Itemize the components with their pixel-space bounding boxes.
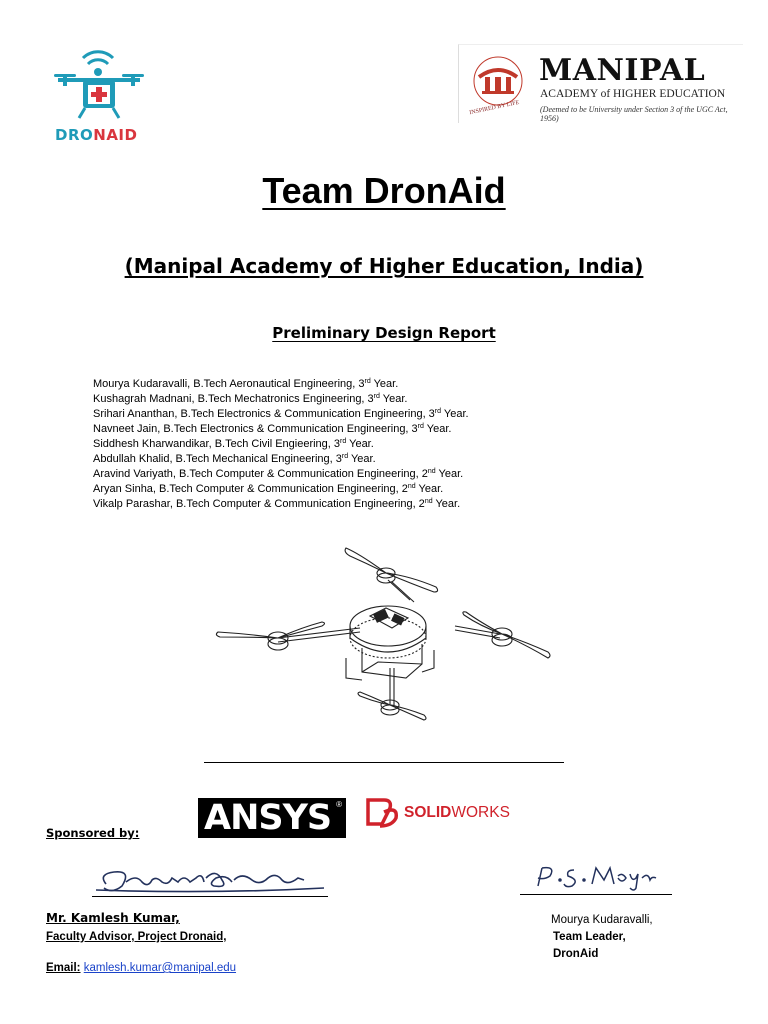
team-member-item: Aravind Variyath, B.Tech Computer & Communication Engineering, 2nd Year. bbox=[93, 468, 464, 480]
report-type: Preliminary Design Report bbox=[272, 324, 496, 342]
solidworks-logo bbox=[362, 794, 530, 830]
manipal-motto: INSPIRED BY LIFE bbox=[468, 99, 520, 117]
team-member-item: Abdullah Khalid, B.Tech Mechanical Engineering, 3rd Year. bbox=[93, 453, 376, 465]
advisor-email-row bbox=[46, 962, 236, 974]
drone-drawing bbox=[210, 540, 570, 730]
leader-signature-line bbox=[520, 894, 672, 895]
page-title: Team DronAid bbox=[262, 170, 506, 211]
manipal-logo bbox=[458, 44, 743, 123]
team-member-item: Aryan Sinha, B.Tech Computer & Communication Engineering, 2nd Year. bbox=[93, 483, 444, 495]
advisor-role: Faculty Advisor, Project Dronaid, bbox=[46, 931, 227, 943]
manipal-emblem-icon bbox=[467, 55, 529, 107]
leader-name: Mourya Kudaravalli, bbox=[551, 914, 653, 926]
institution-title: (Manipal Academy of Higher Education, India) bbox=[124, 254, 644, 278]
leader-team: DronAid bbox=[553, 948, 599, 960]
drone-medical-icon bbox=[48, 48, 153, 128]
email-label: Email: bbox=[46, 962, 81, 974]
advisor-email-link[interactable]: kamlesh.kumar@manipal.edu bbox=[83, 962, 237, 974]
manipal-subtitle: ACADEMY of HIGHER EDUCATION bbox=[540, 88, 726, 100]
team-member-item: Kushagrah Madnani, B.Tech Mechatronics Engineering, 3rd Year. bbox=[93, 393, 408, 405]
advisor-signature-line bbox=[92, 896, 328, 897]
registered-mark-icon: ® bbox=[336, 800, 342, 809]
manipal-title: MANIPAL bbox=[539, 53, 706, 88]
team-member-item: Navneet Jain, B.Tech Electronics & Communication Engineering, 3rd Year. bbox=[93, 423, 452, 435]
leader-role: Team Leader, bbox=[553, 931, 626, 943]
team-member-item: Vikalp Parashar, B.Tech Computer & Communication Engineering, 2nd Year. bbox=[93, 498, 461, 510]
solidworks-suffix: WORKS bbox=[451, 804, 510, 821]
team-member-item: Siddhesh Kharwandikar, B.Tech Civil Engieering, 3rd Year. bbox=[93, 438, 374, 450]
advisor-name: Mr. Kamlesh Kumar, bbox=[46, 911, 180, 925]
team-members-list bbox=[93, 377, 469, 512]
solidworks-prefix: SOLID bbox=[404, 804, 452, 821]
divider-line bbox=[204, 762, 564, 763]
ansys-logo bbox=[198, 798, 346, 838]
dronaid-logo bbox=[48, 48, 153, 153]
team-member-item: Mourya Kudaravalli, B.Tech Aeronautical Engineering, 3rd Year. bbox=[93, 378, 399, 390]
manipal-note: (Deemed to be University under Section 3 of the UGC Act, 1956) bbox=[540, 105, 728, 123]
ds-logo-icon bbox=[362, 794, 402, 830]
ansys-wordmark: ANSYS bbox=[204, 798, 332, 838]
dronaid-wordmark: DRONAID bbox=[55, 126, 138, 144]
leader-signature bbox=[522, 856, 672, 896]
team-member-item: Srihari Ananthan, B.Tech Electronics & Communication Engineering, 3rd Year. bbox=[93, 408, 469, 420]
sponsored-by-label: Sponsored by: bbox=[46, 826, 140, 840]
advisor-signature bbox=[92, 858, 332, 898]
